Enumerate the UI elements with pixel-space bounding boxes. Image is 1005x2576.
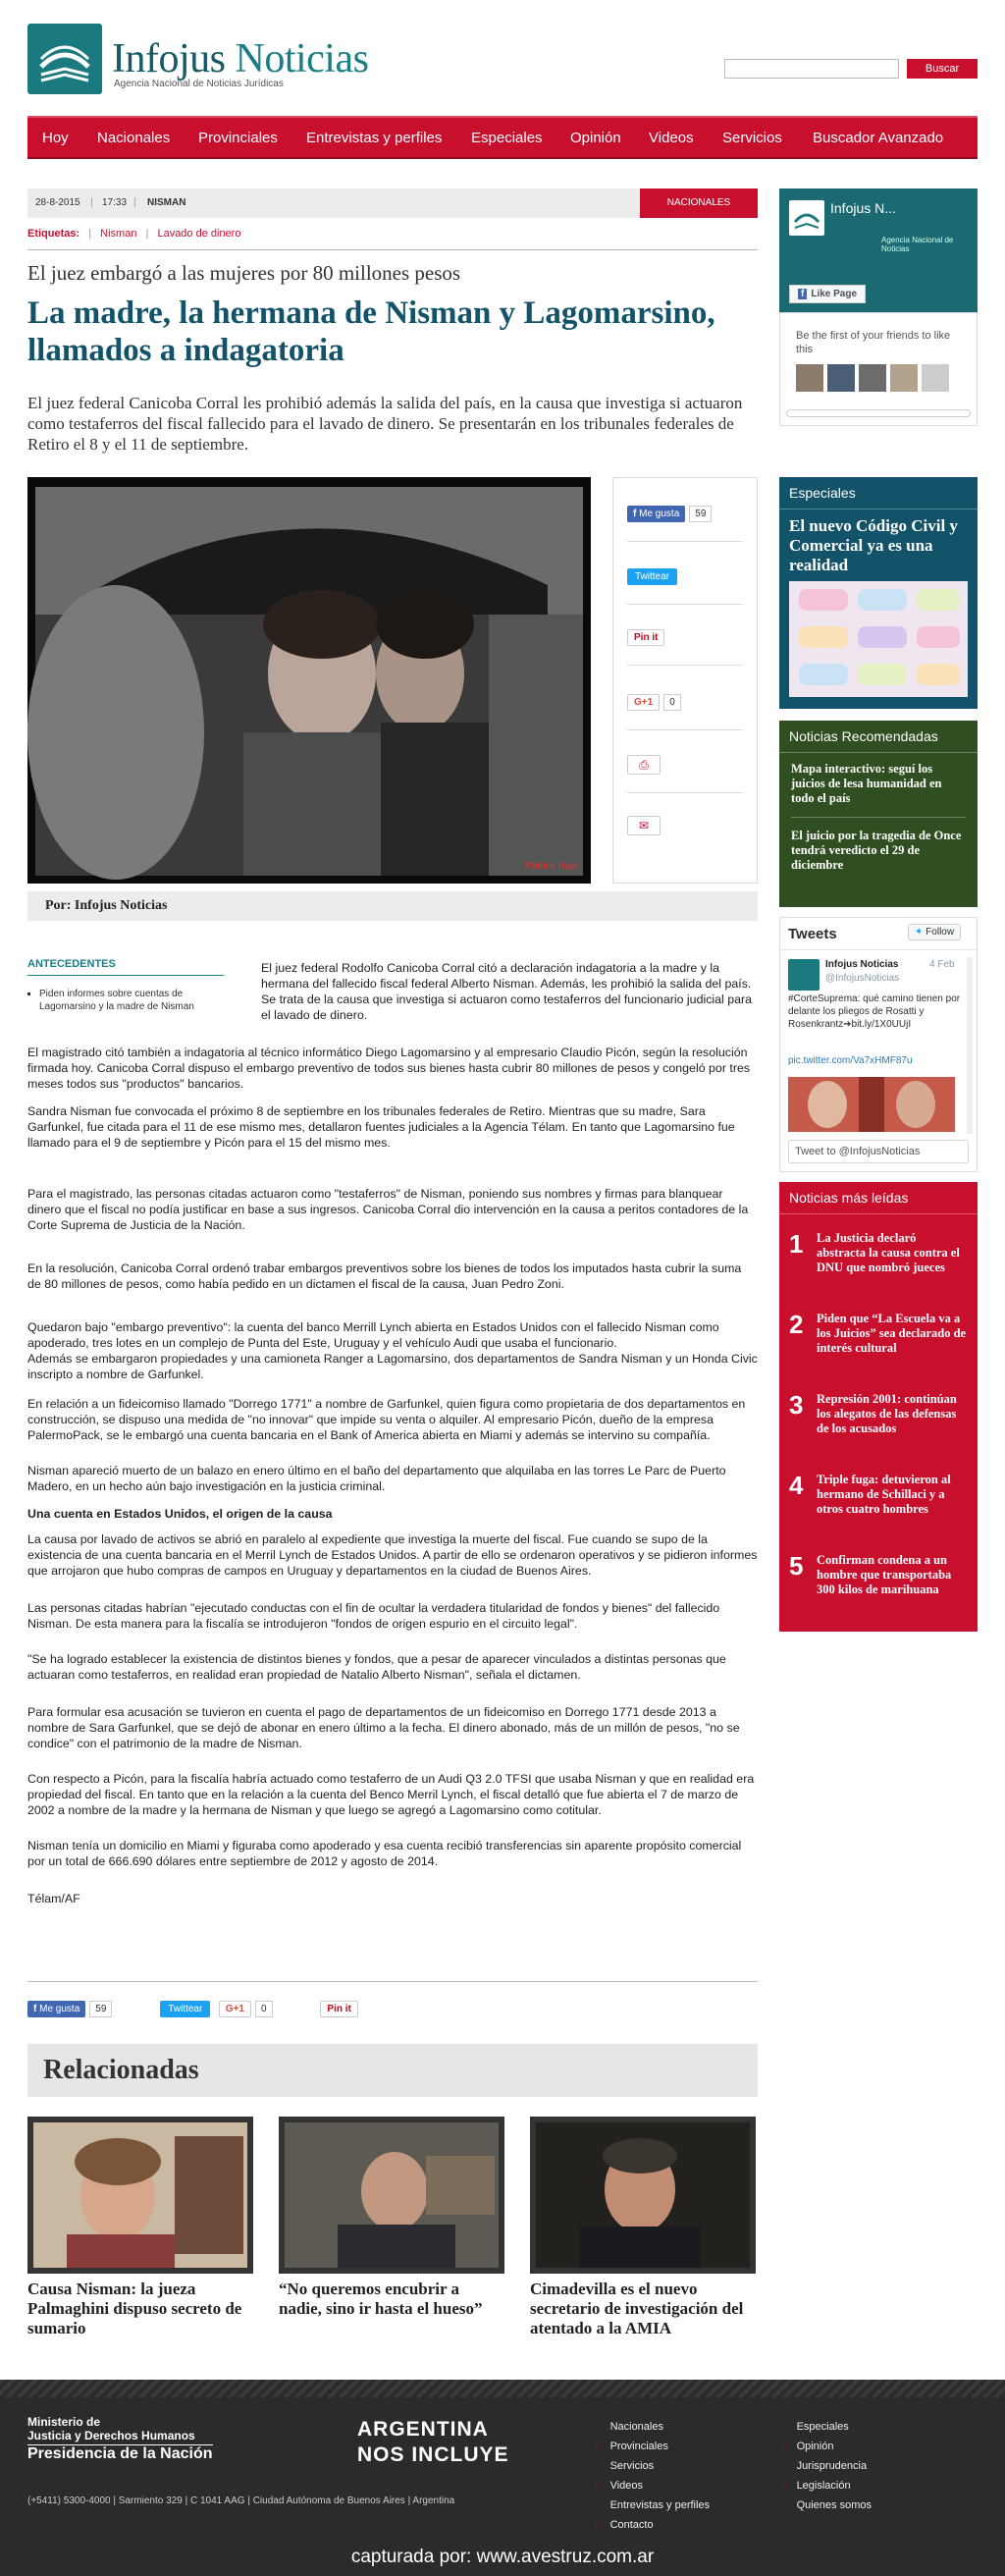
article-paragraph: Para el magistrado, las personas citadas actuaron como "testaferros" de Nisman, poniendo sus nombres y firmas para blanquear dinero que el fiscal no podía justificar en base a sus ingresos. Canicoba Corral dio intervención en la causa a peritos contadores de la Corte Suprema de Justicia de la Nación.	[27, 1187, 749, 1232]
nav-item-especiales[interactable]: Especiales	[471, 130, 543, 146]
fb-page-subtitle: Agencia Nacional de Noticias	[881, 236, 954, 253]
footer-link[interactable]: :: Servicios	[595, 2460, 654, 2472]
footer-link[interactable]: :: Jurisprudencia	[781, 2460, 867, 2472]
tweet-media[interactable]	[788, 1077, 955, 1132]
main-nav	[27, 116, 978, 159]
tweet-to-input[interactable]: Tweet to @InfojusNoticias	[788, 1140, 969, 1163]
related-image-2[interactable]	[279, 2117, 504, 2274]
fb-friends-box	[779, 312, 978, 426]
article-paragraph: Las personas citadas habrían "ejecutado conductas con el fin de ocultar la verdadera titularidad de fondos y bienes" del fallecido Nisman. De esta manera para la fiscalía se introdujeron "fondos de origen espurio en el circuito legal".	[27, 1601, 720, 1631]
article-time: 17:33	[102, 197, 128, 208]
article-subtitle: El juez embargó a las mujeres por 80 millones pesos	[27, 261, 461, 285]
fb-like-count: 59	[689, 506, 712, 522]
footer-link[interactable]: :: Quienes somos	[781, 2499, 872, 2511]
especiales-box[interactable]	[779, 477, 978, 709]
tweet-text: #CorteSuprema: qué camino tienen por delante los pliegos de Rosatti y Rosenkrantz➔bit.ly/1X0UUjI	[788, 993, 961, 1030]
fb-like-count-bottom: 59	[89, 2001, 112, 2017]
twitter-follow-button[interactable]: ✦ Follow	[908, 924, 961, 940]
fb-page-title: Infojus N...	[830, 200, 896, 216]
tweet-pic-link[interactable]: pic.twitter.com/Va7xHMF87u	[788, 1055, 913, 1066]
capture-watermark: capturada por: www.avestruz.com.ar	[350, 2547, 655, 2567]
pinit-button-bottom[interactable]: Pin it	[320, 2001, 357, 2017]
footer-link[interactable]: :: Especiales	[781, 2421, 849, 2433]
related-headline-1[interactable]: Causa Nisman: la jueza Palmaghini dispuso secreto de sumario	[27, 2280, 242, 2337]
nav-item-nacionales[interactable]: Nacionales	[97, 130, 171, 146]
search-input[interactable]	[724, 59, 899, 79]
footer-link[interactable]: :: Opinión	[781, 2441, 833, 2452]
infojus-logo-icon[interactable]	[27, 24, 102, 94]
recomendadas-box	[779, 721, 978, 907]
article-paragraph: Para formular esa acusación se tuvieron en cuenta el pago de departamentos de un fideicomiso en Dorrego 1771 desde 2013 a nombre de Sara Garfunkel, que se dejó de abonar en enero último a la fecha. El dinero abonado, más de un millón de pesos, "no se condice" con el patrimonio de la madre de Nisman.	[27, 1705, 740, 1750]
fan-avatar[interactable]	[827, 364, 855, 392]
article-topic: NISMAN	[147, 197, 186, 208]
print-icon[interactable]: ⎙	[627, 755, 661, 775]
article-byline: Por: Infojus Noticias	[27, 891, 758, 921]
twitter-bird-icon: ✦	[915, 927, 924, 938]
nav-item-videos[interactable]: Videos	[649, 130, 694, 146]
section-badge[interactable]: NACIONALES	[640, 188, 758, 218]
fb-like-button[interactable]: f Me gusta	[627, 506, 685, 522]
fan-avatar[interactable]	[890, 364, 918, 392]
tags-line: Etiquetas: | Nisman | Lavado de dinero	[27, 228, 241, 240]
related-headline-2[interactable]: “No queremos encubrir a nadie, sino ir hasta el hueso”	[279, 2280, 483, 2318]
especiales-story-title[interactable]: El nuevo Código Civil y Comercial ya es una realidad	[789, 516, 958, 574]
article-paragraph: Quedaron bajo "embargo preventivo": la cuenta del banco Merrill Lynch abierta en Estados Unidos con el fallecido Nisman como apoderado, tres lotes en un complejo de Punta del Este, Uruguay y el vehículo Audi que usaba el funcionario.	[27, 1320, 719, 1350]
article-paragraph: El juez federal Rodolfo Canicoba Corral citó a declaración indagatoria a la madre y la hermana del fallecido fiscal federal Alberto Nisman. Además, les prohibió la salida del país. Se trata de la causa que investiga si actuaron como testaferros del funcionario judicial para el lavado de dinero.	[261, 961, 753, 1022]
related-title: Relacionadas	[27, 2044, 758, 2097]
tweet-scrollbar[interactable]	[967, 957, 973, 1134]
search-button[interactable]: Buscar	[907, 59, 978, 79]
related-headline-3[interactable]: Cimadevilla es el nuevo secretario de investigación del atentado a la AMIA	[530, 2280, 744, 2337]
footer-link[interactable]: :: Provinciales	[595, 2441, 668, 2452]
recomendadas-title: Noticias Recomendadas	[779, 721, 978, 753]
share-column	[612, 477, 758, 884]
article-signature: Télam/AF	[27, 1892, 80, 1905]
pinit-button[interactable]: Pin it	[627, 629, 664, 646]
footer	[0, 2380, 1005, 2576]
fb-page-logo-icon	[789, 200, 824, 236]
related-image-1[interactable]	[27, 2117, 253, 2274]
nav-item-buscador[interactable]: Buscador Avanzado	[813, 130, 944, 146]
mas-leidas-box: Noticias más leídas 1 La Justicia declaró abstracta la causa contra el DNU que nombró jueces 2 Piden que “La Escuela va a los Juicios” sea declarado de interés cultural 3 Represión 2001: continúan los alegatos de las defensas de los acusados 4 Triple fuga: detuvieron al hermano de Schillaci y a otros cuatro hombres 5 Confirman condena a un hombre que transportaba 300 kilos de marihuana	[779, 1182, 978, 1632]
nav-item-opinion[interactable]: Opinión	[570, 130, 621, 146]
nav-item-provinciales[interactable]: Provinciales	[198, 130, 278, 146]
fb-like-page-button[interactable]: f Like Page	[789, 285, 866, 303]
site-logo-title[interactable]: Infojus Noticias	[112, 36, 369, 81]
gplus-count: 0	[663, 694, 681, 711]
fan-avatar[interactable]	[859, 364, 886, 392]
article-section-heading: Una cuenta en Estados Unidos, el origen de la causa	[27, 1507, 333, 1521]
gplus-button[interactable]: G+1	[627, 694, 660, 711]
fan-avatar[interactable]	[796, 364, 823, 392]
especiales-image[interactable]	[789, 581, 968, 697]
footer-link[interactable]: :: Contacto	[595, 2519, 654, 2531]
horizontal-scrollbar[interactable]	[786, 409, 971, 417]
article-paragraph: "Se ha logrado establecer la existencia de distintos bienes y fondos, que a pesar de aparecer vinculados a distintas personas que actuaran como testaferros, en realidad eran propiedad de Natalio Alberto Nisman", señala el dictamen.	[27, 1652, 726, 1682]
footer-link[interactable]: :: Legislación	[781, 2480, 851, 2492]
gplus-button-bottom[interactable]: G+1	[219, 2001, 251, 2017]
tweet-avatar[interactable]	[788, 959, 820, 991]
tag-lavado[interactable]: Lavado de dinero	[157, 228, 241, 240]
article-paragraph: Nisman tenía un domicilio en Miami y figuraba como apoderado y esa cuenta recibió transferencias sin aparente propósito comercial por un total de 666.690 dólares entre septiembre de 2012 y agosto de 2014.	[27, 1839, 742, 1868]
article-photo[interactable]	[27, 477, 591, 884]
twitter-widget	[779, 917, 978, 1172]
article-paragraph: La causa por lavado de activos se abrió en paralelo al expediente que investiga la muerte del fiscal. Fue cuando se supo de la existencia de una cuenta bancaria en el Merril Lynch de Estados Unidos. A partir de ello se ordenaron operativos y se pidieron informes que arrojaron que hubo compras de campos en Uruguay y departamentos en la ciudad de Buenos Aires.	[27, 1532, 758, 1578]
tweet-button[interactable]: Twittear	[627, 568, 677, 585]
argentina-nos-incluye-logo[interactable]: ARGENTINA NOS INCLUYE	[357, 2418, 509, 2466]
email-icon[interactable]: ✉	[627, 816, 661, 835]
article-paragraph: Sandra Nisman fue convocada el próximo 8 de septiembre en los tribunales federales de Retiro. Mientras que su madre, Sara Garfunkel, fue citada para el 11 de ese mismo mes, detallaron fuentes judiciales a la Agencia Télam. En tanto que Lagomarsino fue llamado para el 9 de septiembre y Picón para el 15 del mismo mes.	[27, 1104, 735, 1150]
footer-address: (+5411) 5300-4000 | Sarmiento 329 | C 1041 AAG | Ciudad Autónoma de Buenos Aires | Argentina	[27, 2496, 455, 2506]
article-paragraph: Nisman apareció muerto de un balazo en enero último en el baño del departamento que alquilaba en las torres Le Parc de Puerto Madero, en un hecho aún bajo investigación en la justicia criminal.	[27, 1464, 726, 1493]
article-date: 28-8-2015	[35, 197, 80, 208]
nav-item-hoy[interactable]: Hoy	[42, 130, 69, 146]
article-paragraph: Con respecto a Picón, para la fiscalía habría actuado como testaferro de un Audi Q3 2.0 TFSI que usaba Nisman y que en realidad era propiedad del fiscal. En tanto que en la relación a la cuenta del Benco Merril Lynch, el fiscal detalló que fue abierta el 7 de marzo de 2002 a nombre de la madre y la hermana de Nisman y que luego se agregó a Lagomarsino como cotitular.	[27, 1772, 755, 1817]
related-image-3[interactable]	[530, 2117, 756, 2274]
nav-item-servicios[interactable]: Servicios	[722, 130, 782, 146]
recomendada-item-1[interactable]: Mapa interactivo: seguí los juicios de lesa humanidad en todo el país	[791, 762, 942, 805]
ministry-logo[interactable]: Ministerio de Justicia y Derechos Humanos Presidencia de la Nación	[27, 2415, 213, 2462]
bottom-share-bar	[27, 1999, 358, 2017]
fb-like-button-bottom[interactable]: f Me gusta	[27, 2001, 85, 2017]
footer-link[interactable]: :: Entrevistas y perfiles	[595, 2499, 710, 2511]
nav-item-entrevistas[interactable]: Entrevistas y perfiles	[306, 130, 443, 146]
fan-avatar[interactable]	[922, 364, 949, 392]
gplus-count-bottom: 0	[255, 2001, 273, 2017]
tweet-button-bottom[interactable]: Twittear	[160, 2001, 210, 2017]
especiales-title: Especiales	[779, 477, 978, 510]
tweets-title: Tweets	[788, 926, 837, 942]
fb-page-widget[interactable]	[779, 188, 978, 312]
article-meta-bar: 28-8-2015 | 17:33 | NISMAN	[27, 188, 758, 218]
footer-link[interactable]: :: Nacionales	[595, 2421, 663, 2433]
article-paragraph: El magistrado citó también a indagatoria al técnico informático Diego Lagomarsino y al empresario Claudio Picón, según la resolución firmada hoy. Canicoba Corral dispuso el embargo preventivo de todos sus bienes hasta cubrir 80 millones de pesos y congeló por tres meses todos sus "productos" bancarios.	[27, 1046, 751, 1091]
antecedentes-title: ANTECEDENTES	[27, 958, 224, 976]
recomendada-item-2[interactable]: El juicio por la tragedia de Once tendrá veredicto el 29 de diciembre	[791, 829, 962, 872]
article-paragraph: En la resolución, Canicoba Corral ordenó trabar embargos preventivos sobre los bienes de todos los imputados hasta cubrir la suma de 80 millones de pesos, como había pedido en un dictamen el fiscal de la causa, Juan Pedro Zoni.	[27, 1261, 742, 1291]
antecedentes-box	[27, 958, 224, 1013]
article-lead: El juez federal Canicoba Corral les prohibió además la salida del país, en la causa que investiga si actuaron como testaferros del fiscal fallecido para el lavado de dinero. Se presentarán en los tribunales federales de Retiro el 8 y el 11 de septiembre.	[27, 394, 743, 454]
tag-nisman[interactable]: Nisman	[100, 228, 137, 240]
footer-link[interactable]: :: Videos	[595, 2480, 643, 2492]
fb-friends-text: Be the first of your friends to like this	[796, 330, 951, 355]
article-paragraph: En relación a un fideicomiso llamado "Dorrego 1771" a nombre de Garfunkel, quien figura como propietaria de dos departamentos en construcción, se dispuso una medida de "no innovar" que impide su venta o alquiler. Al empresario Picón, dueño de la empresa PalermoPack, se le embargó una cuenta bancaria en el Bank of America abierta en Miami y además se intervino su compañía.	[27, 1397, 746, 1442]
tweet-handle[interactable]: @InfojusNoticias	[825, 973, 900, 984]
antecedentes-link[interactable]: ▪ Piden informes sobre cuentas de Lagomarsino y la madre de Nisman	[39, 988, 224, 1013]
site-tagline: Agencia Nacional de Noticias Jurídicas	[114, 79, 284, 89]
article-paragraph: Además se embargaron propiedades y una camioneta Ranger a Lagomarsino, dos departamentos de Sandra Nisman y un Honda Civic inscripto a nombre de Garfunkel.	[27, 1352, 758, 1381]
tweet-date[interactable]: 4 Feb	[929, 959, 955, 970]
tags-label: Etiquetas:	[27, 228, 80, 240]
mas-leidas-title: Noticias más leídas	[779, 1182, 978, 1214]
photo-credit: Patrick Haar	[524, 861, 579, 872]
article-headline: La madre, la hermana de Nisman y Lagomarsino, llamados a indagatoria	[27, 295, 715, 368]
tweet-account-name[interactable]: Infojus Noticias	[825, 959, 899, 970]
